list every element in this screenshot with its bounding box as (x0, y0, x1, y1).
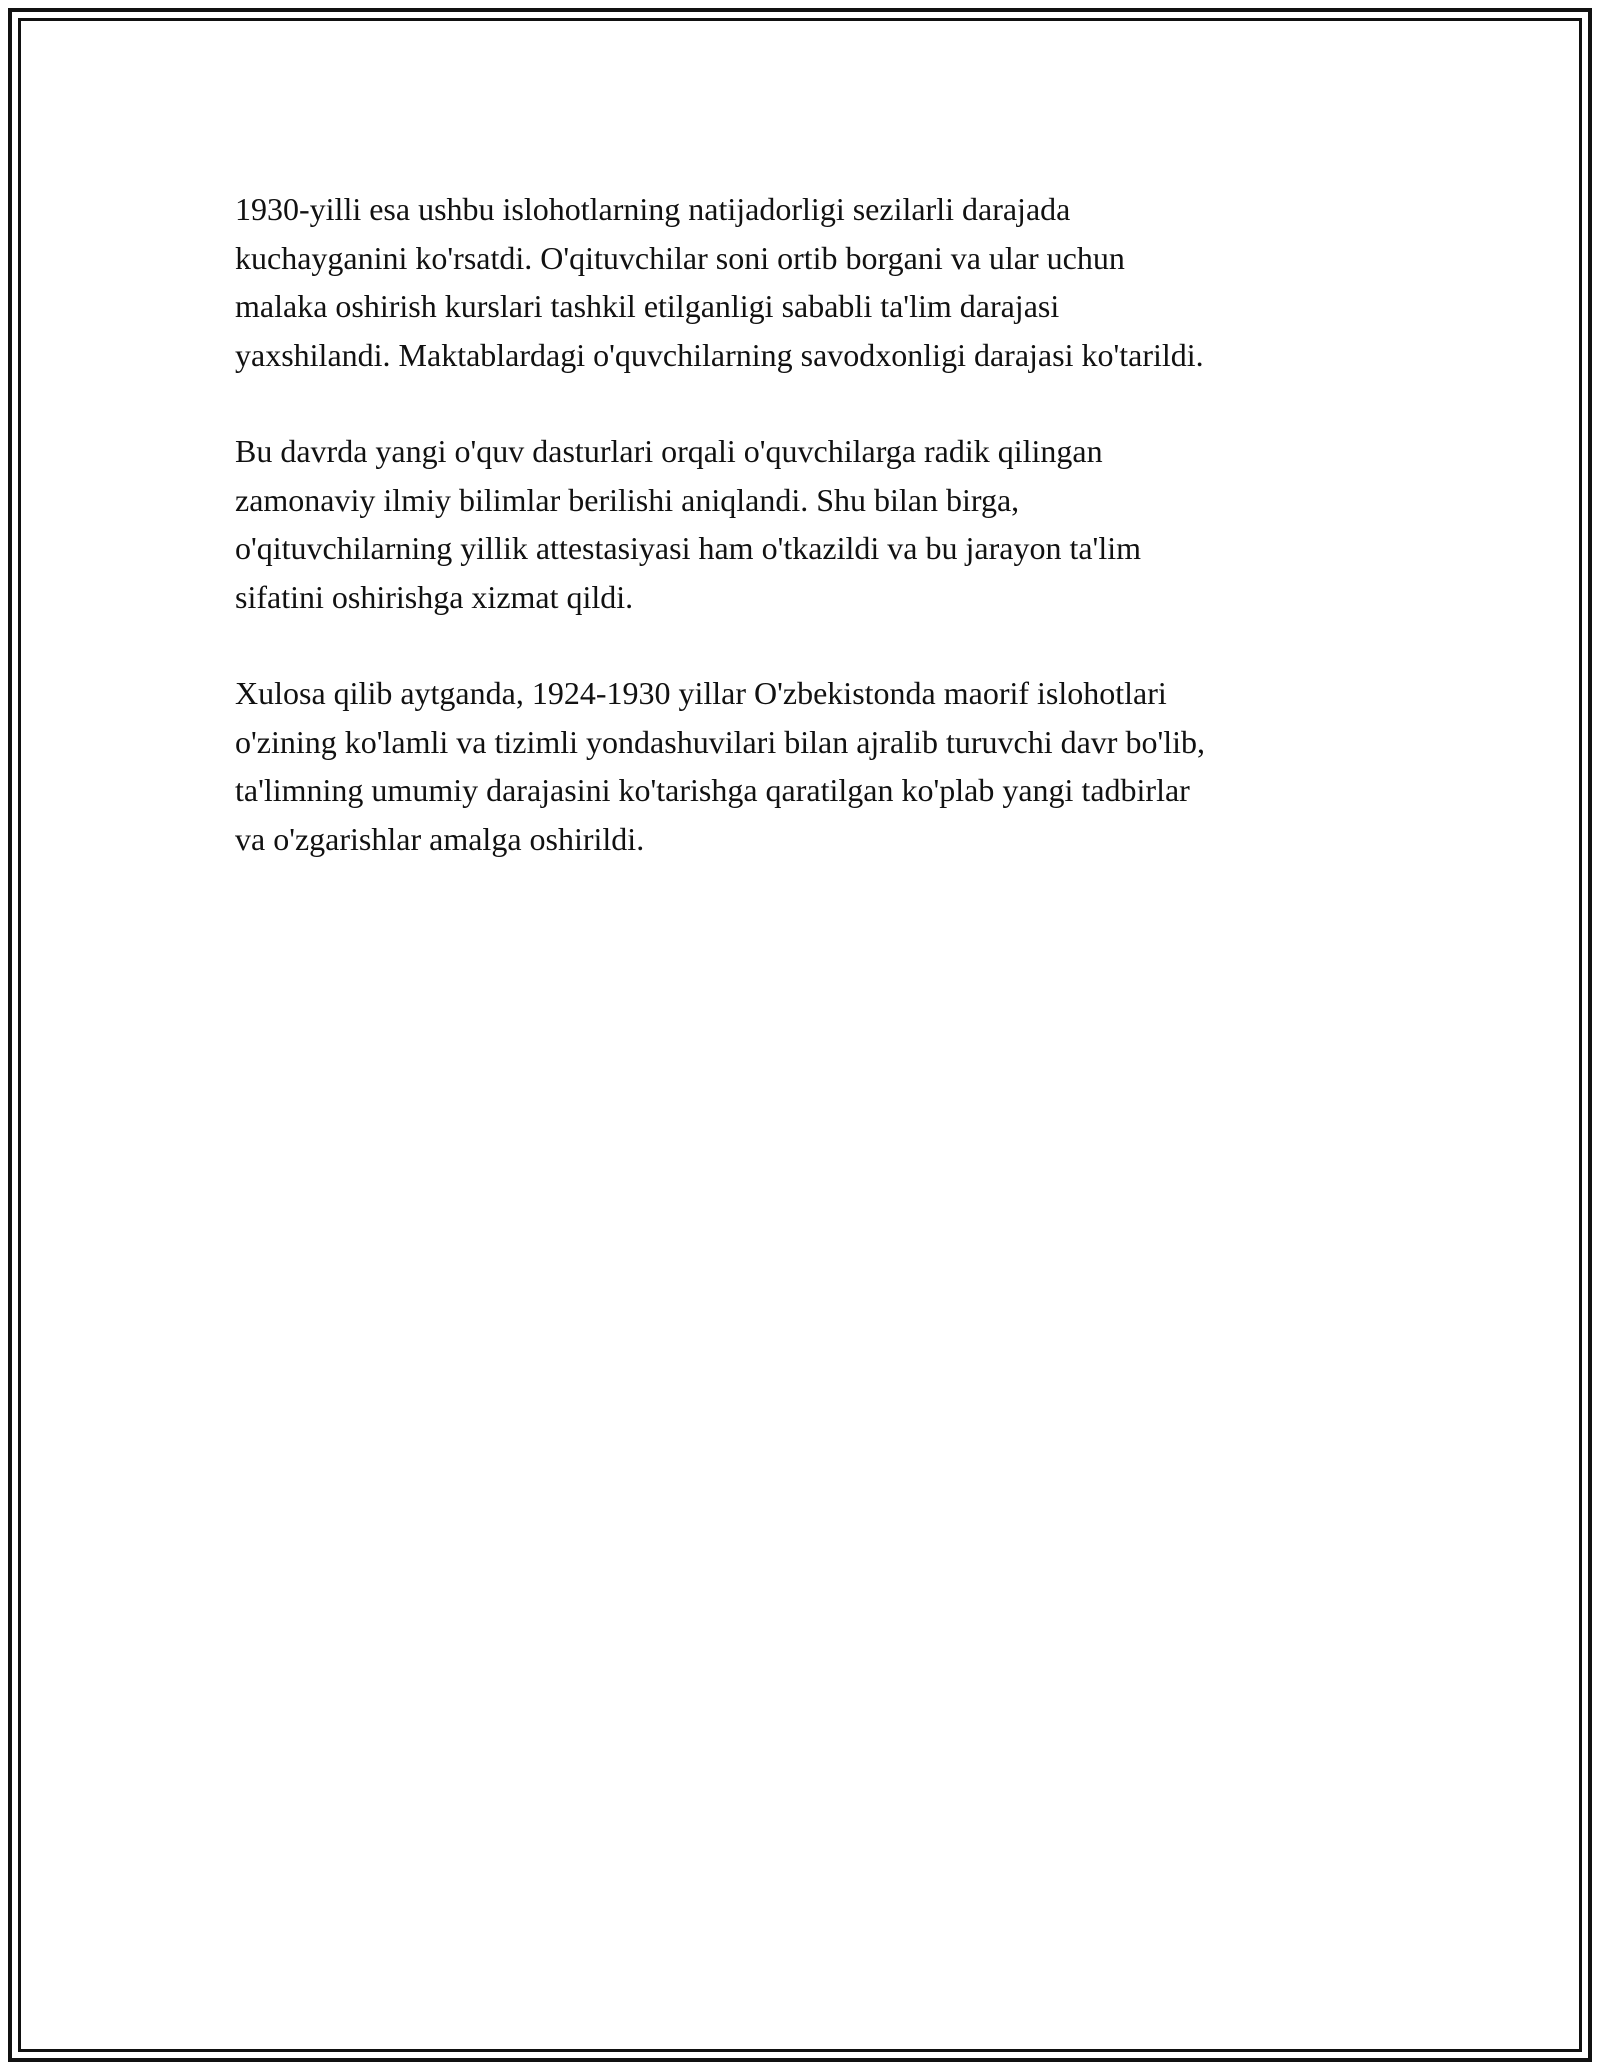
paragraph-line: o'zining ko'lamli va tizimli yondashuvilari bilan ajralib turuvchi davr bo'lib, (235, 723, 1205, 760)
paragraph-line: o'qituvchilarning yillik attestasiyasi ham o'tkazildi va bu jarayon ta'lim (235, 530, 1141, 566)
paragraph-line: Bu davrda yangi o'quv dasturlari orqali o'quvchilarga radik qilingan (235, 433, 1103, 469)
paragraph-line: va o'zgarishlar amalga oshirildi. (235, 820, 645, 857)
paragraph-line: sifatini oshirishga xizmat qildi. (235, 578, 634, 615)
document-body (235, 185, 1365, 911)
paragraph-1 (235, 185, 1365, 379)
paragraph-line: ta'limning umumiy darajasini ko'tarishga qaratilgan ko'plab yangi tadbirlar (235, 772, 1190, 808)
paragraph-line: yaxshilandi. Maktablardagi o'quvchilarning savodxonligi darajasi ko'tarildi. (235, 336, 1204, 373)
paragraph-line: zamonaviy ilmiy bilimlar berilishi aniqlandi. Shu bilan birga, (235, 481, 1020, 518)
paragraph-line: 1930-yilli esa ushbu islohotlarning natijadorligi sezilarli darajada (235, 191, 1071, 227)
paragraph-line: malaka oshirish kurslari tashkil etilganligi sababli ta'lim darajasi (235, 288, 1060, 324)
paragraph-line: Xulosa qilib aytganda, 1924-1930 yillar O'zbekistonda maorif islohotlari (235, 675, 1167, 711)
paragraph-2 (235, 427, 1365, 621)
paragraph-line: kuchayganini ko'rsatdi. O'qituvchilar soni ortib borgani va ular uchun (235, 239, 1125, 276)
paragraph-3 (235, 669, 1365, 863)
